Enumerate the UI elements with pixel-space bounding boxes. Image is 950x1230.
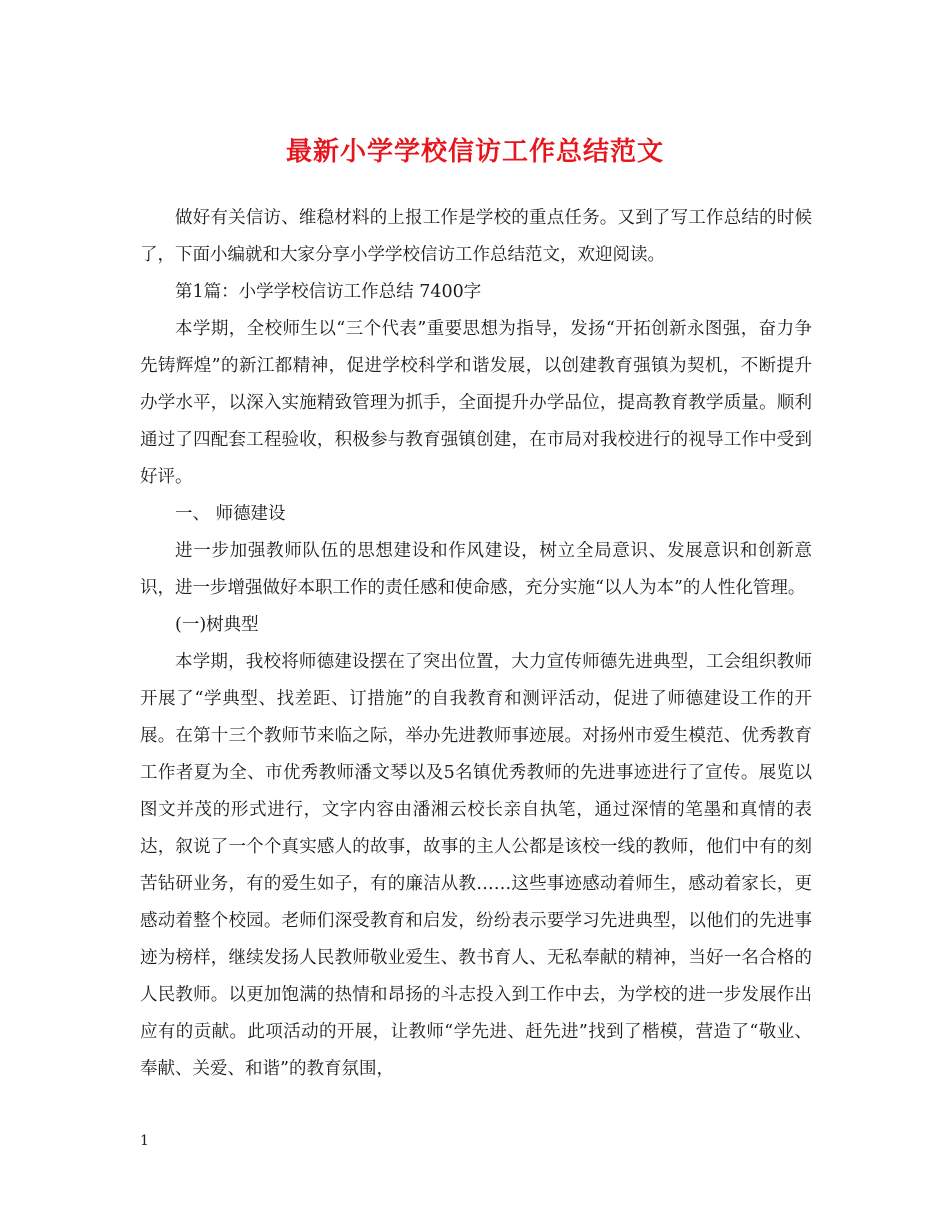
document-body bbox=[140, 200, 812, 1088]
page-number: 1 bbox=[140, 1133, 149, 1149]
paragraph-models: 本学期，我校将师德建设摆在了突出位置，大力宣传师德先进典型，工会组织教师开展了“学典型、找差距、订措施”的自我教育和测评活动，促进了师德建设工作的开展。在第十三个教师节来临之际，举办先进教师事迹展。对扬州市爱生模范、优秀教育工作者夏为全、市优秀教师潘文琴以及5名镇优秀教师的先进事迹进行了宣传。展览以图文并茂的形式进行，文字内容由潘湘云校长亲自执笔，通过深情的笔墨和真情的表达，叙说了一个个真实感人的故事，故事的主人公都是该校一线的教师，他们中有的刻苦钻研业务，有的爱生如子，有的廉洁从教……这些事迹感动着师生，感动着家长，更感动着整个校园。老师们深受教育和启发，纷纷表示要学习先进典型，以他们的先进事迹为榜样，继续发扬人民教师敬业爱生、教书育人、无私奉献的精神，当好一名合格的人民教师。以更加饱满的热情和昂扬的斗志投入到工作中去，为学校的进一步发展作出应有的贡献。此项活动的开展，让教师“学先进、赶先进”找到了楷模，营造了“敬业、奉献、关爱、和谐”的教育氛围， bbox=[140, 652, 812, 1079]
document-title: 最新小学学校信访工作总结范文 bbox=[285, 137, 664, 167]
paragraph-summary: 本学期，全校师生以“三个代表”重要思想为指导，发扬“开拓创新永图强，奋力争先铸辉煌”的新江都精神，促进学校科学和谐发展，以创建教育强镇为契机，不断提升办学水平，以深入实施精致管理为抓手，全面提升办学品位，提高教育教学质量。顺利通过了四配套工程验收，积极参与教育强镇创建，在市局对我校进行的视导工作中受到好评。 bbox=[140, 319, 812, 487]
subsection-heading-models: (一)树典型 bbox=[175, 615, 259, 635]
paragraph-ethics: 进一步加强教师队伍的思想建设和作风建设，树立全局意识、发展意识和创新意识，进一步增强做好本职工作的责任感和使命感，充分实施“以人为本”的人性化管理。 bbox=[140, 541, 812, 598]
section-heading-ethics: 一、 师德建设 bbox=[175, 504, 286, 524]
paragraph-chapter-heading: 第1篇：小学学校信访工作总结 7400字 bbox=[175, 282, 482, 302]
paragraph-intro: 做好有关信访、维稳材料的上报工作是学校的重点任务。又到了写工作总结的时候了，下面小编就和大家分享小学学校信访工作总结范文，欢迎阅读。 bbox=[140, 208, 812, 265]
